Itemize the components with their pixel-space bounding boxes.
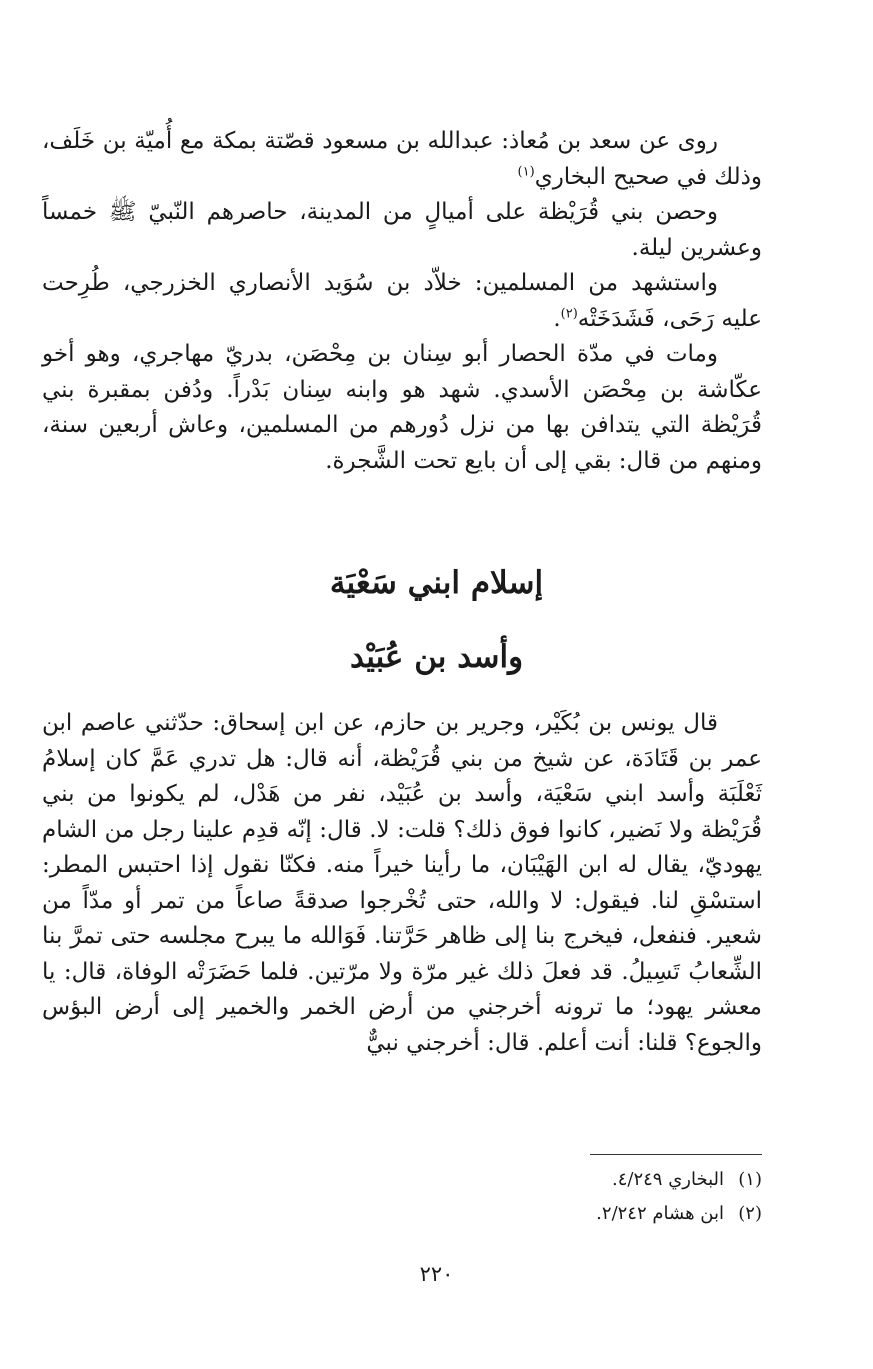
footnote-ref-1: (١) bbox=[517, 163, 535, 179]
footnote-number: (١) bbox=[738, 1169, 762, 1190]
page-number: ٢٢٠ bbox=[419, 1262, 454, 1286]
footnote-text: ابن هشام ٢/٢٤٢. bbox=[596, 1203, 724, 1224]
main-narrative-block bbox=[42, 706, 762, 1061]
paragraph-abu-sinan: ومات في مدّة الحصار أبو سِنان بن مِحْصَن، بدريّ مهاجري، وهو أخو عكّاشة بن مِحْصَن الأسدي. شهد هو وابنه سِنان بَدْراً. ودُفن بمقبرة بني قُرَيْظة التي يتدافن بها من نزل دُورهم من المسلمين، وعاش أربعين سنة، ومنهم من قال: بقي إلى أن بايع تحت الشَّجرة. bbox=[42, 341, 762, 474]
footnote-ref-2: (٢) bbox=[560, 305, 578, 321]
paragraph-qurayza-siege: وحصن بني قُرَيْظة على أميالٍ من المدينة، حاصرهم النّبيّ ﷺ خمساً وعشرين ليلة. bbox=[42, 199, 762, 261]
paragraph-ibn-ishaq-narration: قال يونس بن بُكَيْر، وجرير بن حازم، عن ابن إسحاق: حدّثني عاصم ابن عمر بن قَتَادَة، عن شيخ من بني قُرَيْظة، أنه قال: هل تدري عَمَّ كان إسلامُ ثَعْلَبَة وأسد ابني سَعْيَة، وأسد بن عُبَيْد، نفر من هَدْل، لم يكونوا من بني قُرَيْظة ولا نَضير، كانوا فوق ذلك؟ قلت: لا. قال: إنّه قدِم علينا رجل من الشام يهوديّ، يقال له ابن الهَيْبَان، ما رأينا خيراً منه. فكنّا نقول إذا احتبس المطر: استسْقِ لنا. فيقول: لا والله، حتى تُخْرجوا صدقةً صاعاً من تمر أو مدّاً من شعير. فنفعل، فيخرج بنا إلى ظاهر حَرَّتنا. فَوَالله ما يبرح مجلسه حتى تمرَّ بنا الشِّعابُ تَسِيلُ. قد فعلَ ذلك غير مرّة ولا مرّتين. فلما حَضَرَتْه الوفاة، قال: يا معشر يهود؛ ما ترونه أخرجني من أرض الخمر والخمير إلى أرض البؤس والجوع؟ قلنا: أنت أعلم. قال: أخرجني نبيٌّ bbox=[42, 710, 762, 1056]
sentence-end: . bbox=[553, 305, 561, 332]
section-heading-line-2: وأسد بن عُبَيْد bbox=[349, 639, 524, 675]
footnote-number: (٢) bbox=[738, 1203, 762, 1224]
footnotes bbox=[300, 1163, 762, 1231]
footnote-divider bbox=[590, 1154, 762, 1155]
paragraph-martyr-khallad bbox=[42, 266, 762, 337]
paragraph-ibn-masud bbox=[42, 124, 762, 195]
footnote-text: البخاري ٤/٢٤٩. bbox=[611, 1169, 724, 1190]
footnote-2 bbox=[300, 1197, 762, 1231]
opening-text-block bbox=[42, 124, 762, 479]
paragraph-text: روى عن سعد بن مُعاذ: عبدالله بن مسعود قصّتة بمكة مع أُميّة بن خَلَف، وذلك في صحيح البخاري bbox=[42, 128, 762, 190]
section-heading-line-1: إسلام ابني سَعْيَة bbox=[329, 565, 544, 601]
footnote-1 bbox=[300, 1163, 762, 1197]
paragraph-text: واستشهد من المسلمين: خلاّد بن سُوَيد الأنصاري الخزرجي، طُرِحت عليه رَحَى، فَشَدَخَتْه bbox=[42, 270, 762, 332]
